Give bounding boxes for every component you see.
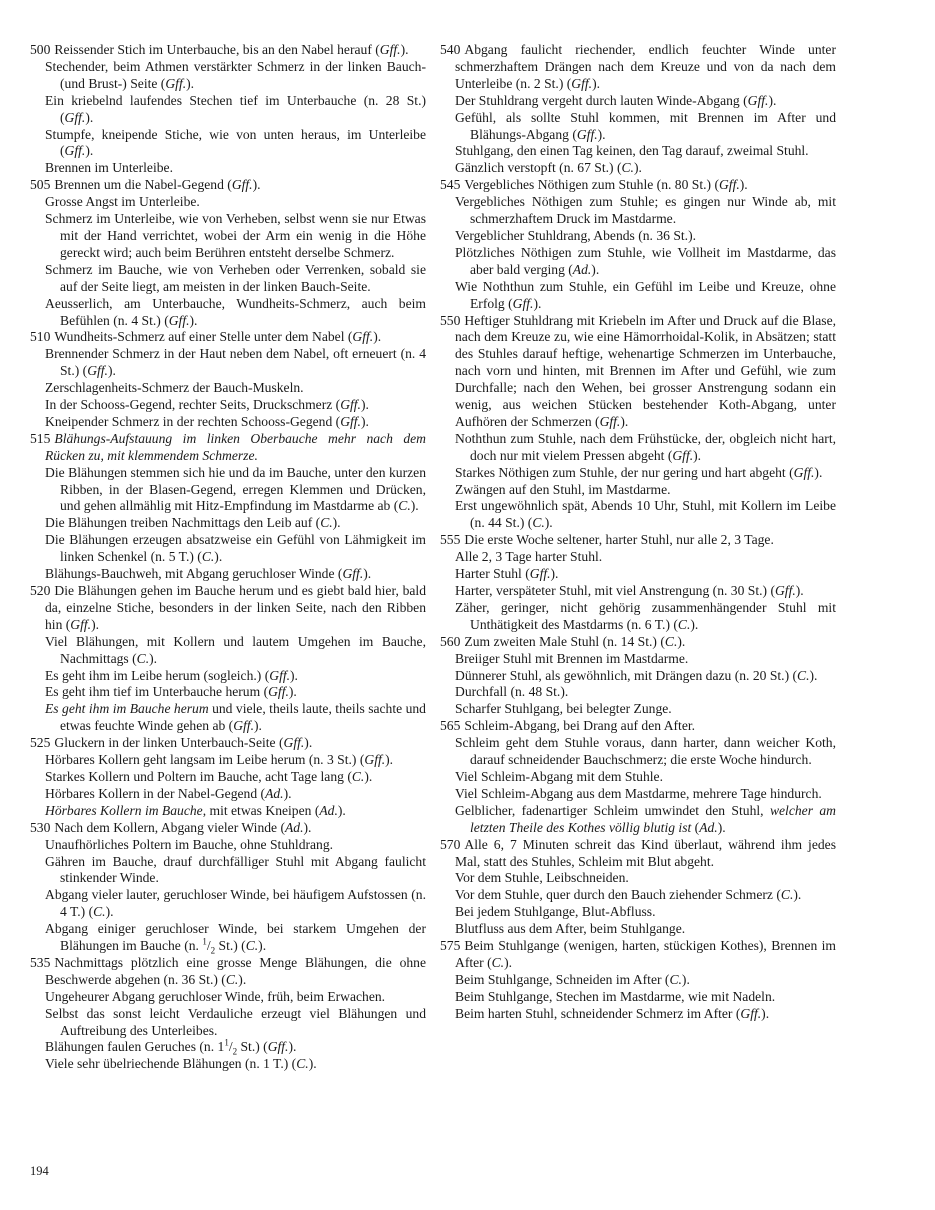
entry-number: 540 [440,42,461,57]
entry-number: 525 [30,735,51,751]
entry-text: Gff. [364,752,386,768]
symptom-entry [30,211,426,262]
entry-number: 570 [440,836,461,852]
entry-number: 505 [30,177,51,193]
symptom-entry [440,93,836,110]
entry-text: 1 [202,936,207,947]
entry-text: ). [809,667,818,683]
entry-text: C. [351,768,365,784]
entry-text: Scharfer Stuhlgang, bei belegter Zunge. [455,701,672,717]
symptom-entry [440,668,836,685]
entry-text: Brennen um die Nabel-Gegend ( [54,177,232,193]
symptom-entry [440,803,836,837]
entry-text: , mit etwas Kneipen ( [202,802,320,818]
entry-text: Kneipender Schmerz in der rechten Schooss-Gegend ( [45,413,341,429]
entry-text: Harter Stuhl ( [455,566,530,582]
numbered-entry [440,532,836,549]
entry-text: Durchfall (n. 48 St.). [455,684,569,700]
entry-text: Blähungen faulen Geruches (n. 1 [45,1039,225,1055]
entry-text: Vergebliches Nöthigen zum Stuhle (n. 80 St.) ( [464,177,719,193]
entry-text: Gff. [379,42,401,57]
entry-text: ). [591,261,600,277]
entry-text: ). [793,887,802,903]
entry-text: ). [303,819,312,835]
entry-text: ). [290,667,298,683]
entry-text: Wundheits-Schmerz auf einer Stelle unter dem Nabel ( [54,329,353,345]
entry-text: ). [592,75,600,91]
entry-text: Blutfluss aus dem After, beim Stuhlgange. [455,921,686,937]
entry-text: ( [691,819,700,835]
entry-text: Zäher, geringer, nicht gehörig zusammenhängender Stuhl mit Unthätigkeit des Mastdarms (n. 6 T.) ( [455,599,836,632]
entry-text: ). [337,802,346,818]
entry-text: ). [288,684,297,700]
entry-text: ). [373,329,382,345]
entry-text: Gff. [352,329,374,345]
entry-text: Vergeblicher Stuhldrang, Abends (n. 36 St.). [455,227,697,243]
entry-text: ). [385,752,394,768]
entry-text: Brennen im Unterleibe. [45,160,173,176]
entry-text: Hörbares Kollern geht langsam im Leibe herum (n. 3 St.) ( [45,752,365,768]
entry-text: Gff. [231,177,253,193]
entry-text: Vor dem Stuhle, quer durch den Bauch ziehender Schmerz ( [455,887,781,903]
entry-text: ). [189,312,198,328]
entry-text: In der Schooss-Gegend, rechter Seits, Druckschmerz ( [45,397,341,413]
entry-text: ). [91,616,100,632]
entry-text: C. [669,971,682,987]
entry-text: Unaufhörliches Poltern im Bauche, ohne Stuhldrang. [45,836,334,852]
entry-text: ). [693,447,702,463]
entry-text: Abgang vieler lauter, geruchloser Winde, bei häufigem Aufstossen (n. 4 T.) ( [45,887,426,920]
entry-text: Blähungs-Bauchweh, mit Abgang geruchloser Winde ( [45,566,343,582]
symptom-entry [30,93,426,127]
entry-text: ). [364,768,373,784]
numbered-entry [30,42,426,59]
entry-text: Gff. [340,413,361,429]
entry-text: Abgang faulicht riechender, endlich feuchter Winde unter schmerzhaftem Drängen nach dem Kreuze und von da nach dem Unterleibe (n. 2 St.) ( [455,42,836,91]
symptom-entry [30,1056,426,1073]
symptom-entry [30,465,426,516]
left-column [30,42,426,1073]
entry-text: Schmerz im Bauche, wie von Verheben oder Verrenken, sobald sie auf der Seite liegt, am meisten in der linken Bauch-Seite. [45,261,426,294]
entry-text: Bei jedem Stuhlgange, Blut-Abfluss. [455,904,656,920]
entry-text: C. [797,667,810,683]
entry-text: Gff. [571,75,593,91]
entry-text: Ad. [319,802,338,818]
entry-text: ). [795,583,804,598]
entry-text: Ad. [265,785,284,801]
entry-text: Starkes Nöthigen zum Stuhle, der nur gering und hart abgeht ( [455,464,794,480]
entry-text: Gff. [64,143,86,159]
entry-text: Viel Schleim-Abgang aus dem Mastdarme, mehrere Tage hindurch. [455,785,822,801]
symptom-entry [440,769,836,786]
entry-text: Gff. [87,363,108,379]
symptom-entry [440,904,836,921]
symptom-entry [440,465,836,482]
numbered-entry [440,634,836,651]
symptom-entry [30,414,426,431]
entry-text: Gff. [793,464,815,480]
entry-text: Stumpfe, kneipende Stiche, wie von unten heraus, im Unterleibe ( [45,126,426,159]
entry-number: 555 [440,532,461,548]
entry-text: Blähungs-Aufstauung im linken Oberbauche mehr nach dem Rücken zu, mit klemmendem Schmerze. [45,430,426,463]
symptom-entry [440,1006,836,1023]
entry-text: ). [258,938,267,954]
symptom-entry [440,498,836,532]
entry-text: Gff. [718,177,740,193]
symptom-entry [440,194,836,228]
entry-text: Gff. [747,92,769,108]
numbered-entry [30,735,426,752]
entry-text: welcher am letzten Theile des Kothes völlig blutig ist [470,802,836,835]
entry-text: Gff. [268,684,289,700]
entry-text: ). [814,464,823,480]
entry-text: Dünnerer Stuhl, als gewöhnlich, mit Drängen dazu (n. 20 St.) ( [455,667,798,683]
entry-text: ). [633,160,642,176]
entry-text: Es geht ihm im Leibe herum (sogleich.) ( [45,667,270,683]
symptom-entry [440,245,836,279]
entry-text: ). [238,971,247,987]
entry-text: Stechender, beim Athmen verstärkter Schmerz in der linken Bauch- (und Brust-) Seite ( [45,58,426,91]
entry-text: C. [491,954,505,970]
entry-number: 535 [30,954,51,970]
entry-text: C. [93,904,106,920]
entry-text: Schleim-Abgang, bei Drang auf den After. [464,718,696,734]
numbered-entry [30,583,426,634]
entry-text: Beim Stuhlgange (wenigen, harten, stückigen Kothes), Brennen im After ( [455,938,836,970]
entry-text: ). [681,971,690,987]
numbered-entry [440,313,836,431]
entry-text: Plötzliches Nöthigen zum Stuhle, wie Vollheit im Mastdarme, das aber bald verging ( [455,244,836,277]
symptom-entry [440,431,836,465]
symptom-entry [30,854,426,888]
symptom-entry [30,634,426,668]
entry-text: Gluckern in der linken Unterbauch-Seite ( [54,735,284,751]
symptom-entry [30,160,426,177]
entry-text: ). [85,143,94,159]
entry-text: Selbst das sonst leicht Verdauliche erzeugt viel Blähungen und Auftreibung des Unterleibes. [45,1005,426,1038]
entry-text: Abgang einiger geruchloser Winde, bei starkem Umgehen der Blähungen im Bauche (n. [45,921,426,954]
entry-text: ). [360,397,369,413]
entry-text: Aeusserlich, am Unterbauche, Wundheits-Schmerz, auch beim Befühlen (n. 4 St.) ( [45,295,426,328]
entry-text: Es geht ihm im Bauche herum [45,701,209,717]
numbered-entry [440,938,836,972]
entry-text: Ein kriebelnd laufendes Stechen tief im Unterbauche (n. 28 St.) ( [45,92,426,125]
numbered-entry [30,177,426,194]
symptom-entry [440,684,836,701]
entry-text: Gefühl, als sollte Stuhl kommen, mit Brennen im After und Blähungs-Abgang ( [455,109,836,142]
entry-text: ). [288,1039,297,1055]
entry-text: Grosse Angst im Unterleibe. [45,194,200,210]
entry-text: 2 [232,1047,238,1058]
entry-text: Starkes Kollern und Poltern im Bauche, acht Tage lang ( [45,768,352,784]
entry-text: Erst ungewöhnlich spät, Abends 10 Uhr, Stuhl, mit Kollern im Leibe (n. 44 St.) ( [455,498,836,531]
entry-text: Die erste Woche seltener, harter Stuhl, nur alle 2, 3 Tage. [464,532,774,548]
numbered-entry [30,329,426,346]
entry-text: Wie Noththun zum Stuhle, ein Gefühl im Leibe und Kreuze, ohne Erfolg ( [455,278,836,311]
symptom-entry [440,566,836,583]
symptom-entry [440,549,836,566]
entry-text: Gff. [165,75,187,91]
symptom-entry [30,1039,426,1056]
entry-text: ). [544,515,553,531]
entry-text: C. [296,1056,309,1072]
entry-text: 2 [210,945,216,956]
symptom-entry [30,837,426,854]
entry-text: ). [149,650,158,666]
entry-text: C. [136,650,150,666]
entry-text: Zum zweiten Male Stuhl (n. 14 St.) ( [464,633,665,649]
entry-text: Heftiger Stuhldrang mit Kriebeln im After und Druck auf die Blase, nach dem Kreuze zu, wie eine Hämorrhoidal-Kolik, in Absätzen; statt des Stuhles darauf heftige, wehenartige Schmerzen im Unterbauche, nach vorn und hinten, mit Brennen im After und Gefühl, wie zum Durchfalle; nach den Wehen, bei grosser Anstrengung sodann ein wenig, aus weichen Stücken bestehender Koth-Abgang, unter Aufhören der Schmerzen ( [455,312,836,429]
entry-text: Viel Schleim-Abgang mit dem Stuhle. [455,768,663,784]
entry-text: C. [225,971,239,987]
entry-number: 510 [30,329,51,345]
page-number: 194 [30,1164,49,1178]
symptom-entry [440,701,836,718]
entry-text: Breiiger Stuhl mit Brennen im Mastdarme. [455,650,689,666]
entry-text: ). [363,566,372,582]
symptom-entry [440,921,836,938]
symptom-entry [440,228,836,245]
entry-text: ). [504,954,513,970]
entry-text: ). [253,718,262,734]
entry-number: 515 [30,430,51,446]
symptom-entry [30,989,426,1006]
entry-text: Gff. [599,413,621,429]
entry-text: C. [677,616,691,632]
entry-number: 550 [440,312,461,328]
symptom-entry [440,482,836,499]
entry-text: Alle 2, 3 Tage harter Stuhl. [455,549,603,565]
symptom-entry [30,532,426,566]
entry-text: ). [550,566,559,582]
symptom-entry [440,887,836,904]
entry-number: 575 [440,938,461,954]
entry-text: Ad. [572,261,592,277]
symptom-entry [440,600,836,634]
entry-text: Schleim geht dem Stuhle voraus, dann harter, dann weicher Koth, darauf schneidender Bauchschmerz; die erste Woche hindurch. [455,735,836,768]
entry-text: ). [107,363,116,379]
numbered-entry [30,431,426,465]
symptom-entry [30,668,426,685]
entry-number: 560 [440,633,461,649]
entry-text: ). [400,42,409,57]
entry-text: Gänzlich verstopft (n. 67 St.) ( [455,160,622,176]
entry-text: Ad. [285,819,304,835]
entry-text: ). [360,413,369,429]
entry-text: Zerschlagenheits-Schmerz der Bauch-Muskeln. [45,380,304,396]
symptom-entry [440,735,836,769]
symptom-entry [440,786,836,803]
entry-text: Die Blähungen gehen im Bauche herum und es giebt bald hier, bald da, einzelne Stiche, besonders in der linken Seite, nach den Ribben hin ( [45,583,426,632]
entry-text: Beim Stuhlgange, Schneiden im After ( [455,971,670,987]
symptom-entry [30,566,426,583]
entry-text: ). [597,126,606,142]
symptom-entry [30,127,426,161]
entry-text: ). [410,498,419,514]
symptom-entry [440,651,836,668]
symptom-entry [440,110,836,144]
entry-number: 545 [440,177,461,193]
symptom-entry [30,769,426,786]
entry-text: C. [532,515,545,531]
entry-text: ). [677,633,686,649]
entry-text: Vergebliches Nöthigen zum Stuhle; es gingen nur Winde ab, mit schmerzhaftem Druck im Mastdarme. [455,194,836,227]
entry-text: Gähren im Bauche, drauf durchfälliger Stuhl mit Abgang faulicht stinkender Winde. [45,853,426,886]
entry-text: Stuhlgang, den einen Tag keinen, den Tag darauf, zweimal Stuhl. [455,143,809,159]
entry-text: Viele sehr übelriechende Blähungen (n. 1 T.) ( [45,1056,297,1072]
symptom-entry [440,972,836,989]
entry-text: C. [320,515,333,531]
entry-text: Alle 6, 7 Minuten schreit das Kind überlaut, während ihm jedes Mal, statt des Stuhles, Schleim mit Blut abgeht. [455,836,836,869]
symptom-entry [30,262,426,296]
symptom-entry [30,752,426,769]
entry-text: ). [304,735,313,751]
symptom-entry [30,59,426,93]
entry-text: Gff. [283,735,305,751]
entry-text: Schmerz im Unterleibe, wie von Verheben, selbst wenn sie nur Etwas mit der Hand verrichtet, wobei der Arm ein wenig in die Höhe gereckt wird; auch beim Berühren entsteht derselbe Schmerz. [45,211,426,260]
entry-text: C. [780,887,794,903]
entry-text: Hörbares Kollern im Bauche [45,802,203,818]
entry-text: St.) ( [237,1039,268,1055]
entry-text: ). [533,295,542,311]
entry-text: Gff. [529,566,551,582]
entry-text: C. [621,160,634,176]
entry-text: Gff. [233,718,254,734]
symptom-entry [30,921,426,955]
entry-text: ). [214,549,223,565]
numbered-entry [440,42,836,93]
symptom-entry [30,1006,426,1040]
entry-text: ). [105,904,114,920]
numbered-entry [440,177,836,194]
entry-text: Die Blähungen treiben Nachmittags den Leib auf ( [45,515,321,531]
right-column [440,42,836,1023]
entry-text: Die Blähungen erzeugen absatzweise ein Gefühl von Lähmigkeit im linken Schenkel (n. 5 T.) ( [45,532,426,565]
symptom-entry [30,786,426,803]
entry-text: C. [664,633,678,649]
entry-text: Gff. [269,667,291,683]
entry-text: Gff. [70,616,92,632]
numbered-entry [30,820,426,837]
symptom-entry [440,160,836,177]
entry-text: Harter, verspäteter Stuhl, mit viel Anstrengung (n. 30 St.) ( [455,583,775,598]
symptom-entry [30,397,426,414]
entry-text: Der Stuhldrang vergeht durch lauten Winde-Abgang ( [455,92,748,108]
entry-text: ). [620,413,629,429]
symptom-entry [30,803,426,820]
entry-text: Nachmittags plötzlich eine grosse Menge Blähungen, die ohne Beschwerde abgehen (n. 36 St.) ( [45,954,426,987]
entry-text: ). [186,75,195,91]
entry-text: ). [252,177,261,193]
symptom-entry [30,684,426,701]
entry-text: Vor dem Stuhle, Leibschneiden. [455,870,629,886]
entry-text: ). [690,616,699,632]
symptom-entry [440,279,836,313]
entry-text: Zwängen auf den Stuhl, im Mastdarme. [455,481,671,497]
symptom-entry [440,870,836,887]
entry-text: Nach dem Kollern, Abgang vieler Winde ( [54,819,285,835]
entry-text: Es geht ihm tief im Unterbauche herum ( [45,684,269,700]
entry-text: Gff. [774,583,796,598]
symptom-entry [30,887,426,921]
entry-text: Noththun zum Stuhle, nach dem Frühstücke, der, obgleich nicht hart, doch nur mit vielem Pressen abgeht ( [455,430,836,463]
entry-text: Gff. [740,1005,762,1021]
entry-text: Gff. [342,566,364,582]
entry-text: Viel Blähungen, mit Kollern und lautem Umgehen im Bauche, Nachmittags ( [45,633,426,666]
symptom-entry [30,515,426,532]
symptom-entry [30,380,426,397]
entry-text: Gff. [64,109,86,125]
symptom-entry [440,989,836,1006]
entry-text: ). [283,785,292,801]
entry-text: Gff. [672,447,694,463]
entry-text: Beim Stuhlgange, Stechen im Mastdarme, wie mit Nadeln. [455,988,776,1004]
entry-text: ). [768,92,777,108]
entry-text: ). [717,819,726,835]
entry-text: Gff. [267,1039,289,1055]
entry-text: Gff. [512,295,534,311]
entry-text: / [206,938,211,954]
entry-text: und viele, theils laute, theils sachte und etwas feuchte Winde gehen ab ( [60,701,426,734]
entry-number: 500 [30,42,51,57]
numbered-entry [440,837,836,871]
entry-text: ). [761,1005,770,1021]
entry-text: C. [398,498,411,514]
entry-text: Ad. [699,819,718,835]
entry-text: 1 [224,1037,229,1048]
symptom-entry [30,194,426,211]
entry-text: Beim harten Stuhl, schneidender Schmerz im After ( [455,1005,741,1021]
entry-text: Gff. [576,126,598,142]
entry-text: Reissender Stich im Unterbauche, bis an den Nabel herauf ( [54,42,380,57]
entry-text: Ungeheurer Abgang geruchloser Winde, früh, beim Erwachen. [45,988,386,1004]
entry-text: ). [332,515,341,531]
entry-text: Gff. [340,397,361,413]
entry-number: 530 [30,819,51,835]
entry-text: Gff. [168,312,190,328]
symptom-entry [440,583,836,600]
numbered-entry [440,718,836,735]
entry-text: ). [85,109,94,125]
entry-text: Brennender Schmerz in der Haut neben dem Nabel, oft erneuert (n. 4 St.) ( [45,346,426,379]
entry-text: Hörbares Kollern in der Nabel-Gegend ( [45,785,266,801]
entry-text: St.) ( [215,938,246,954]
symptom-entry [30,296,426,330]
symptom-entry [30,701,426,735]
entry-text: / [228,1039,233,1055]
entry-text: C. [201,549,215,565]
entry-text: ). [739,177,748,193]
symptom-entry [440,143,836,160]
entry-text: Die Blähungen stemmen sich hie und da im Bauche, unter den kurzen Ribben, in der Blasen-Gegend, erregen Klemmen und Drücken, und gehen allmählig mit Hitz-Empfindung im Mastdarme ab ( [45,464,426,514]
entry-text: ). [308,1056,317,1072]
numbered-entry [30,955,426,989]
entry-text: C. [245,938,259,954]
entry-text: Gelblicher, fadenartiger Schleim umwindet den Stuhl, [455,802,770,818]
symptom-entry [30,346,426,380]
entry-number: 565 [440,718,461,734]
entry-number: 520 [30,583,51,598]
